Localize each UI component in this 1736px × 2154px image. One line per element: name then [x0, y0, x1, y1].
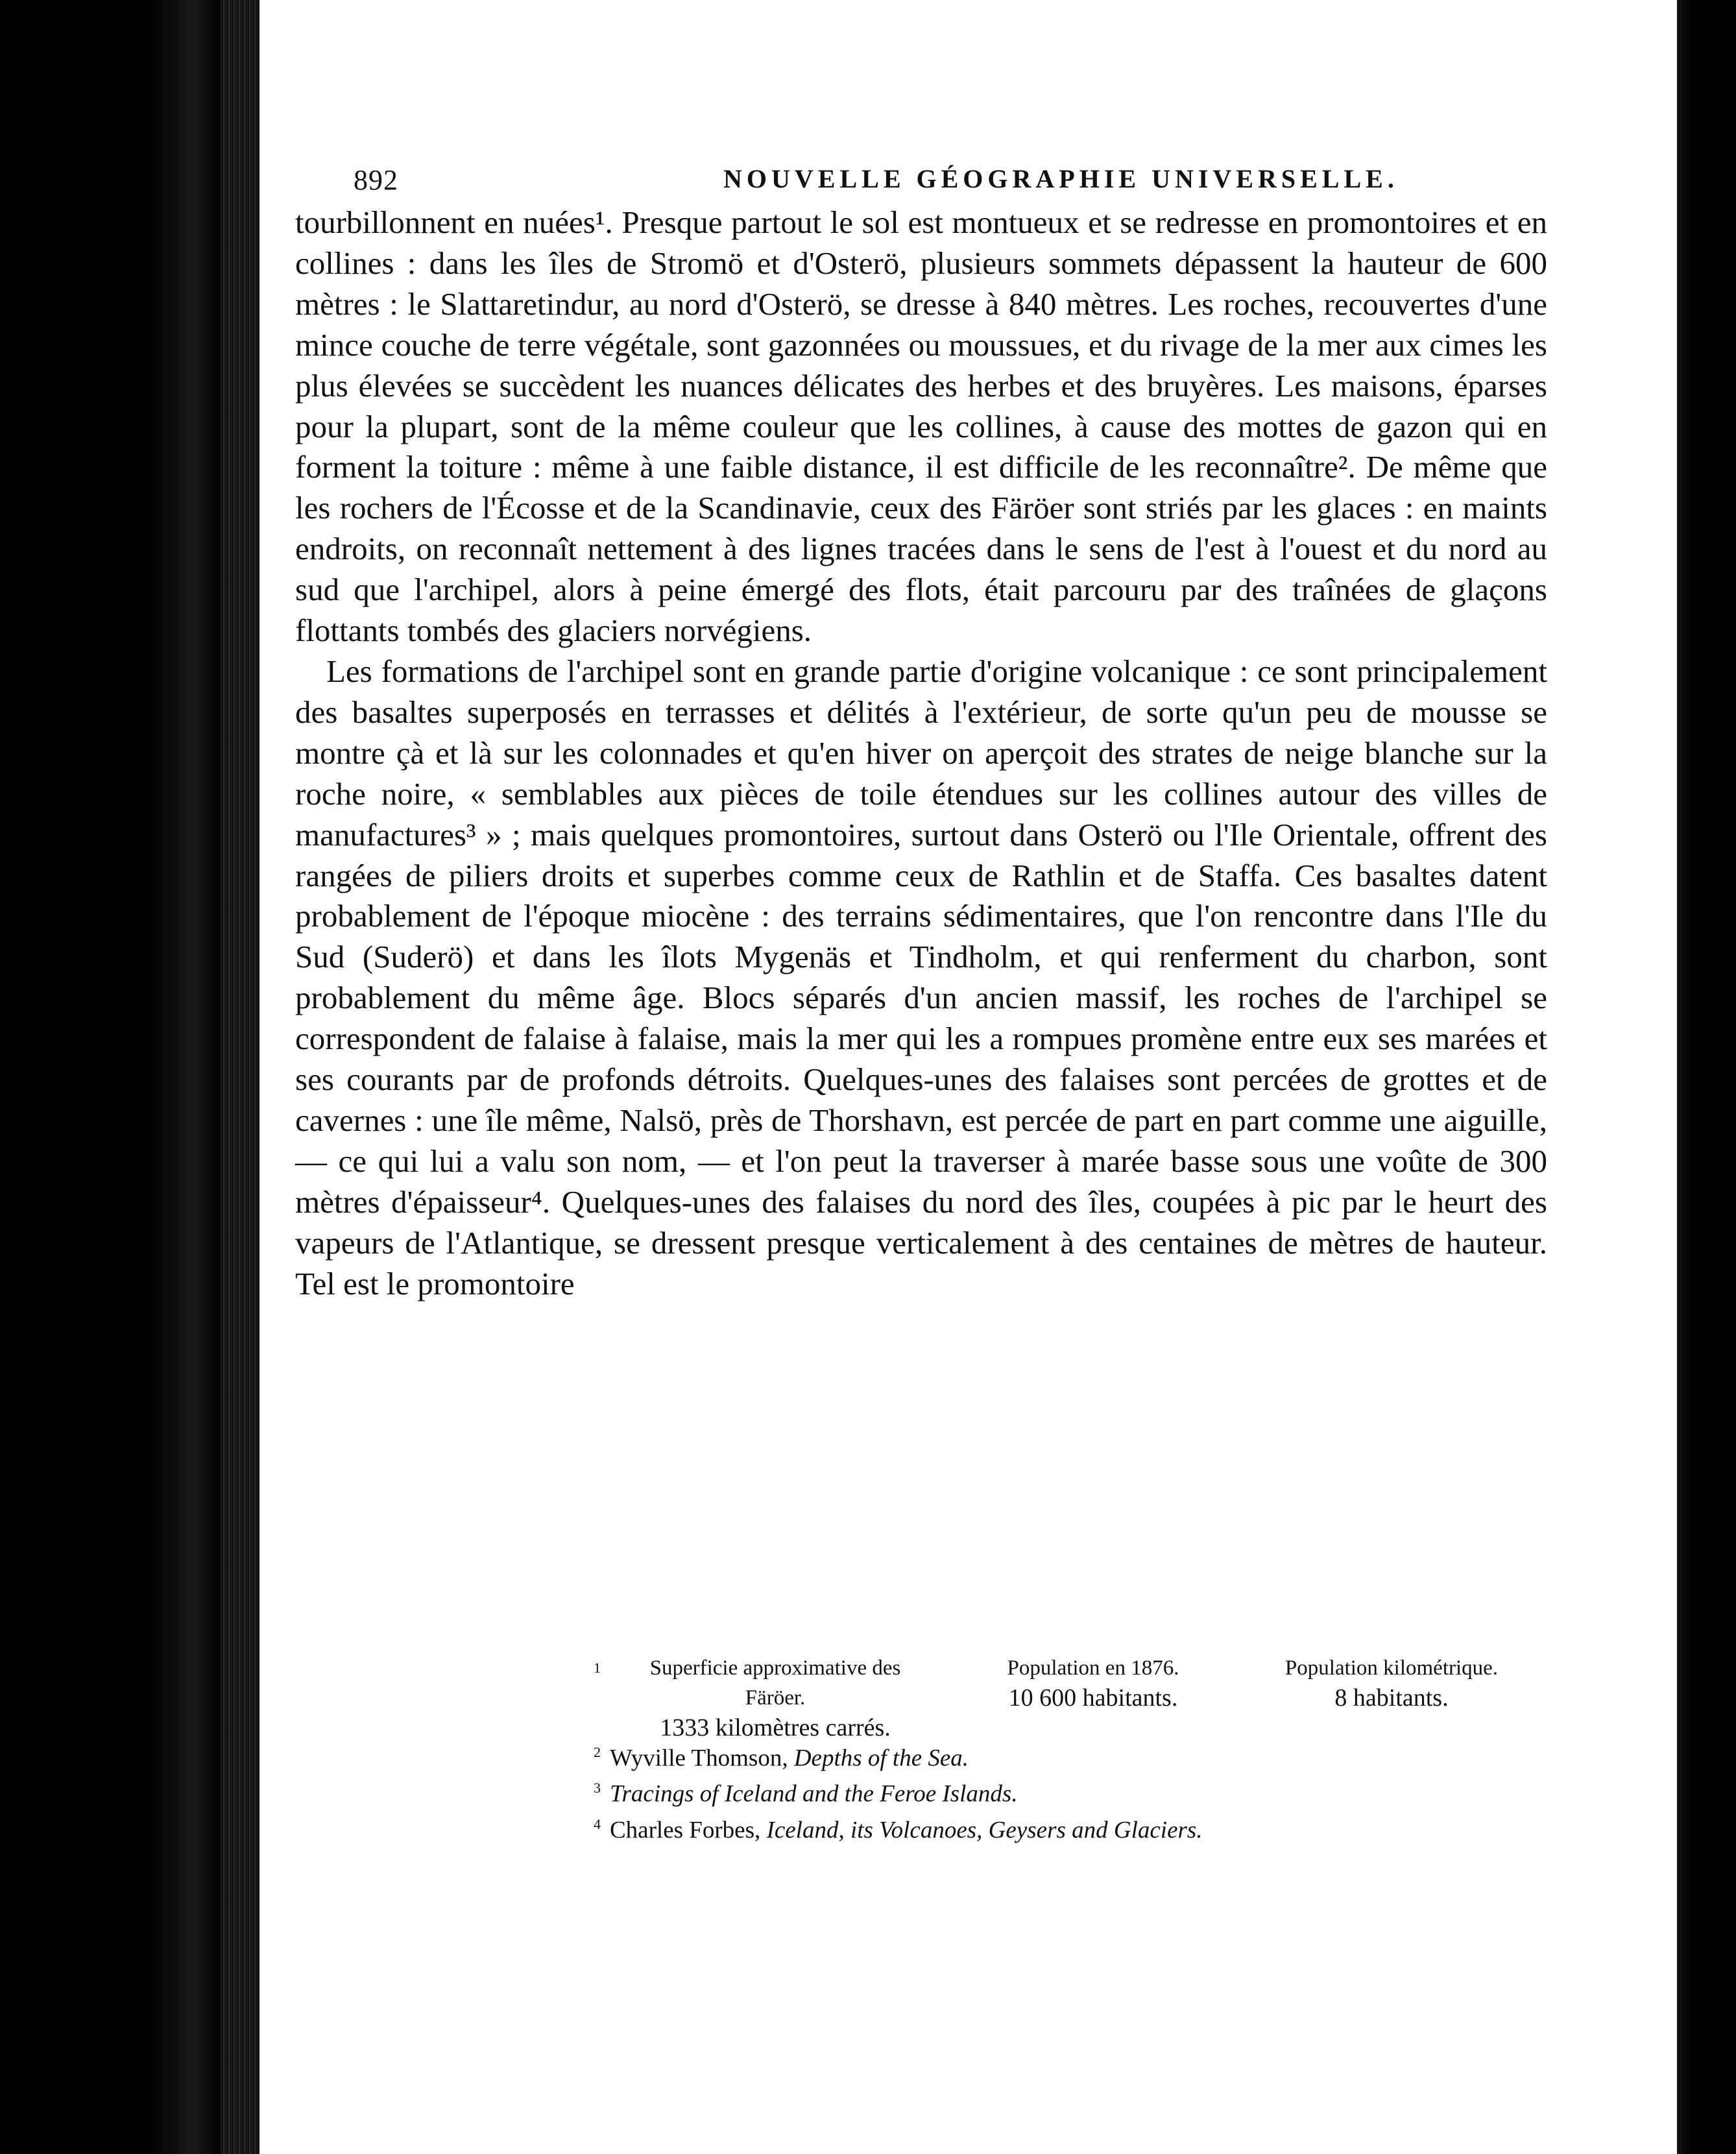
footnote-2 [594, 1737, 1534, 1773]
footnote-mark: 1 [594, 1660, 601, 1676]
footnote-1-col-area [620, 1653, 931, 1743]
column-label: Population en 1876. [1007, 1656, 1179, 1680]
footnote-3 [594, 1773, 1534, 1809]
footnote-title: Iceland, its Volcanoes, Geysers and Glaciers. [766, 1816, 1203, 1843]
column-value: 8 habitants. [1334, 1684, 1449, 1712]
footnote-1-table [594, 1653, 1534, 1741]
footnote-author: Wyville Thomson, [610, 1745, 794, 1772]
paragraph: tourbillonnent en nuées¹. Presque partout le sol est montueux et se redresse en promontoires et en collines : dans les îles de Stromö et d'Osterö, plusieurs sommets dépassent la hauteur de 600 mètres : le Slattaretindur, au nord d'Osterö, se dresse à 840 mètres. Les roches, recouvertes d'une mince couche de terre végétale, sont gazonnées ou moussues, et du rivage de la mer aux cimes les plus élevées se succèdent les nuances délicates des herbes et des bruyères. Les maisons, éparses pour la plupart, sont de la même couleur que les collines, à cause des mottes de gazon qui en forment la toiture : même à une faible distance, il est difficile de les reconnaître². De même que les rochers de l'Écosse et de la Scandinavie, ceux des Färöer sont striés par les glaces : en maints endroits, on reconnaît nettement à des lignes tracées dans le sens de l'est à l'ouest et du nord au sud que l'archipel, alors à peine émergé des flots, était parcouru par des traînées de glaçons flottants tombés des glaciers norvégiens. [295, 204, 1547, 649]
footnote-4 [594, 1809, 1534, 1845]
page-number: 892 [354, 164, 398, 196]
column-label: Superficie approximative des Färöer. [649, 1656, 901, 1710]
footnote-mark: 2 [594, 1744, 601, 1760]
paragraph: Les formations de l'archipel sont en grande partie d'origine volcanique : ce sont principalement des basaltes superposés en terrasses et délités à l'extérieur, de sorte qu'un peu de mousse se montre çà et là sur les colonnades et qu'en hiver on aperçoit des strates de neige blanche sur la roche noire, « semblables aux pièces de toile étendues sur les collines autour des villes de manufactures³ » ; mais quelques promontoires, surtout dans Osterö ou l'Ile Orientale, offrent des rangées de piliers droits et superbes comme ceux de Rathlin et de Staffa. Ces basaltes datent probablement de l'époque miocène : des terrains sédimentaires, que l'on rencontre dans l'Ile du Sud (Suderö) et dans les îlots Mygenäs et Tindholm, et qui renferment du charbon, sont probablement du même âge. Blocs séparés d'un ancien massif, les roches de l'archipel se correspondent de falaise à falaise, mais la mer qui les a rompues promène entre eux ses marées et ses courants par de profonds détroits. Quelques-unes des falaises sont percées de grottes et de cavernes : une île même, Nalsö, près de Thorshavn, est percée de part en part comme une aiguille, — ce qui lui a valu son nom, — et l'on peut la traverser à marée basse sous une voûte de 300 mètres d'épaisseur⁴. Quelques-unes des falaises du nord des îles, coupées à pic par le heurt des vapeurs de l'Atlantique, se dressent presque verticalement à des centaines de mètres de hauteur. Tel est le promontoire [295, 653, 1547, 1301]
footnotes [594, 1653, 1534, 1845]
footnote-author: Charles Forbes, [610, 1816, 767, 1843]
footnote-title: Depths of the Sea. [793, 1745, 969, 1772]
scan-border-right [1677, 0, 1736, 2154]
column-label: Population kilométrique. [1284, 1656, 1499, 1680]
running-head [354, 163, 1399, 196]
footnote-mark: 4 [594, 1815, 601, 1832]
column-value: 10 600 habitants. [1008, 1684, 1178, 1712]
column-value: 1333 kilomètres carrés. [660, 1714, 891, 1741]
footnote-1-col-population [996, 1653, 1190, 1713]
body-text [295, 202, 1547, 1304]
footnote-mark: 3 [594, 1780, 601, 1797]
footnote-1-col-density [1262, 1653, 1521, 1713]
running-title: NOUVELLE GÉOGRAPHIE UNIVERSELLE. [723, 164, 1399, 193]
footnote-title: Tracings of Iceland and the Feroe Islands. [610, 1780, 1018, 1808]
